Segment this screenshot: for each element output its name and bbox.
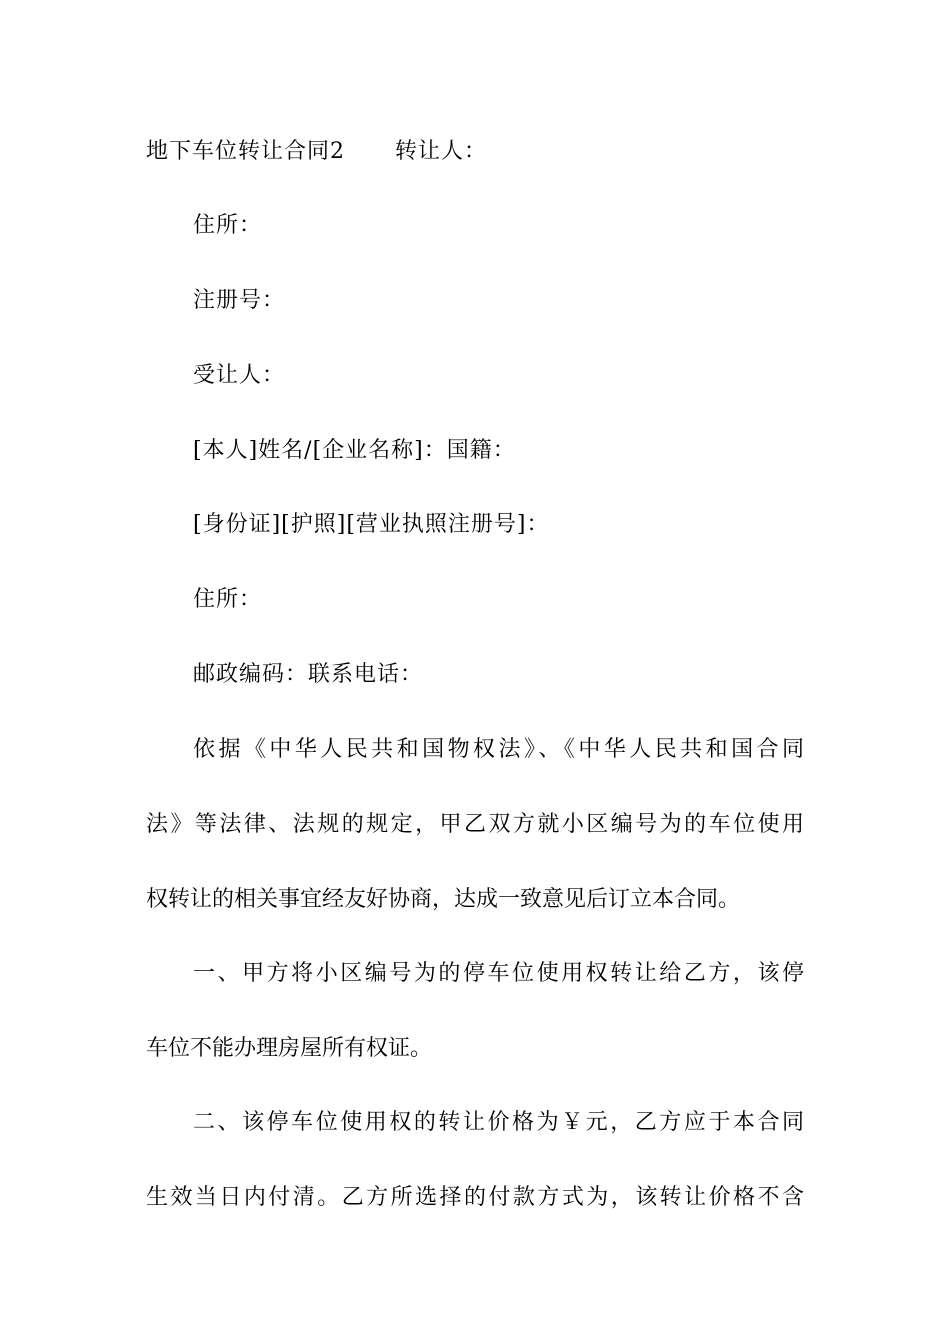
field-postcode-phone: 邮政编码：联系电话：	[193, 662, 424, 687]
document-title: 地下车位转让合同2	[146, 139, 345, 164]
field-id-documents: [身份证][护照][营业执照注册号]：	[193, 512, 550, 537]
paragraph-line: 车位不能办理房屋所有权证。	[146, 1036, 433, 1061]
transferor-label: 转让人：	[395, 139, 488, 164]
paragraph-line: 法》等法律、法规的规定，甲乙双方就小区编号为的车位使用	[146, 812, 804, 837]
paragraph-clause-1	[146, 959, 804, 1064]
paragraph-clause-2	[146, 1108, 804, 1213]
field-registration-number: 注册号：	[193, 288, 286, 313]
paragraph-legal-basis	[146, 735, 804, 915]
field-transferee: 受让人：	[193, 363, 286, 388]
paragraph-line: 一、甲方将小区编号为的停车位使用权转让给乙方，该停	[193, 961, 804, 986]
field-address: 住所：	[193, 213, 263, 238]
title-line	[146, 137, 487, 167]
paragraph-line: 生效当日内付清。乙方所选择的付款方式为，该转让价格不含	[146, 1185, 804, 1210]
paragraph-line: 二、该停车位使用权的转让价格为￥元，乙方应于本合同	[193, 1110, 804, 1135]
paragraph-line: 权转让的相关事宜经友好协商，达成一致意见后订立本合同。	[146, 887, 741, 912]
field-transferee-address: 住所：	[193, 587, 263, 612]
paragraph-line: 依据《中华人民共和国物权法》、《中华人民共和国合同	[193, 737, 804, 762]
field-name-nationality: [本人]姓名/[企业名称]：国籍：	[193, 438, 516, 463]
